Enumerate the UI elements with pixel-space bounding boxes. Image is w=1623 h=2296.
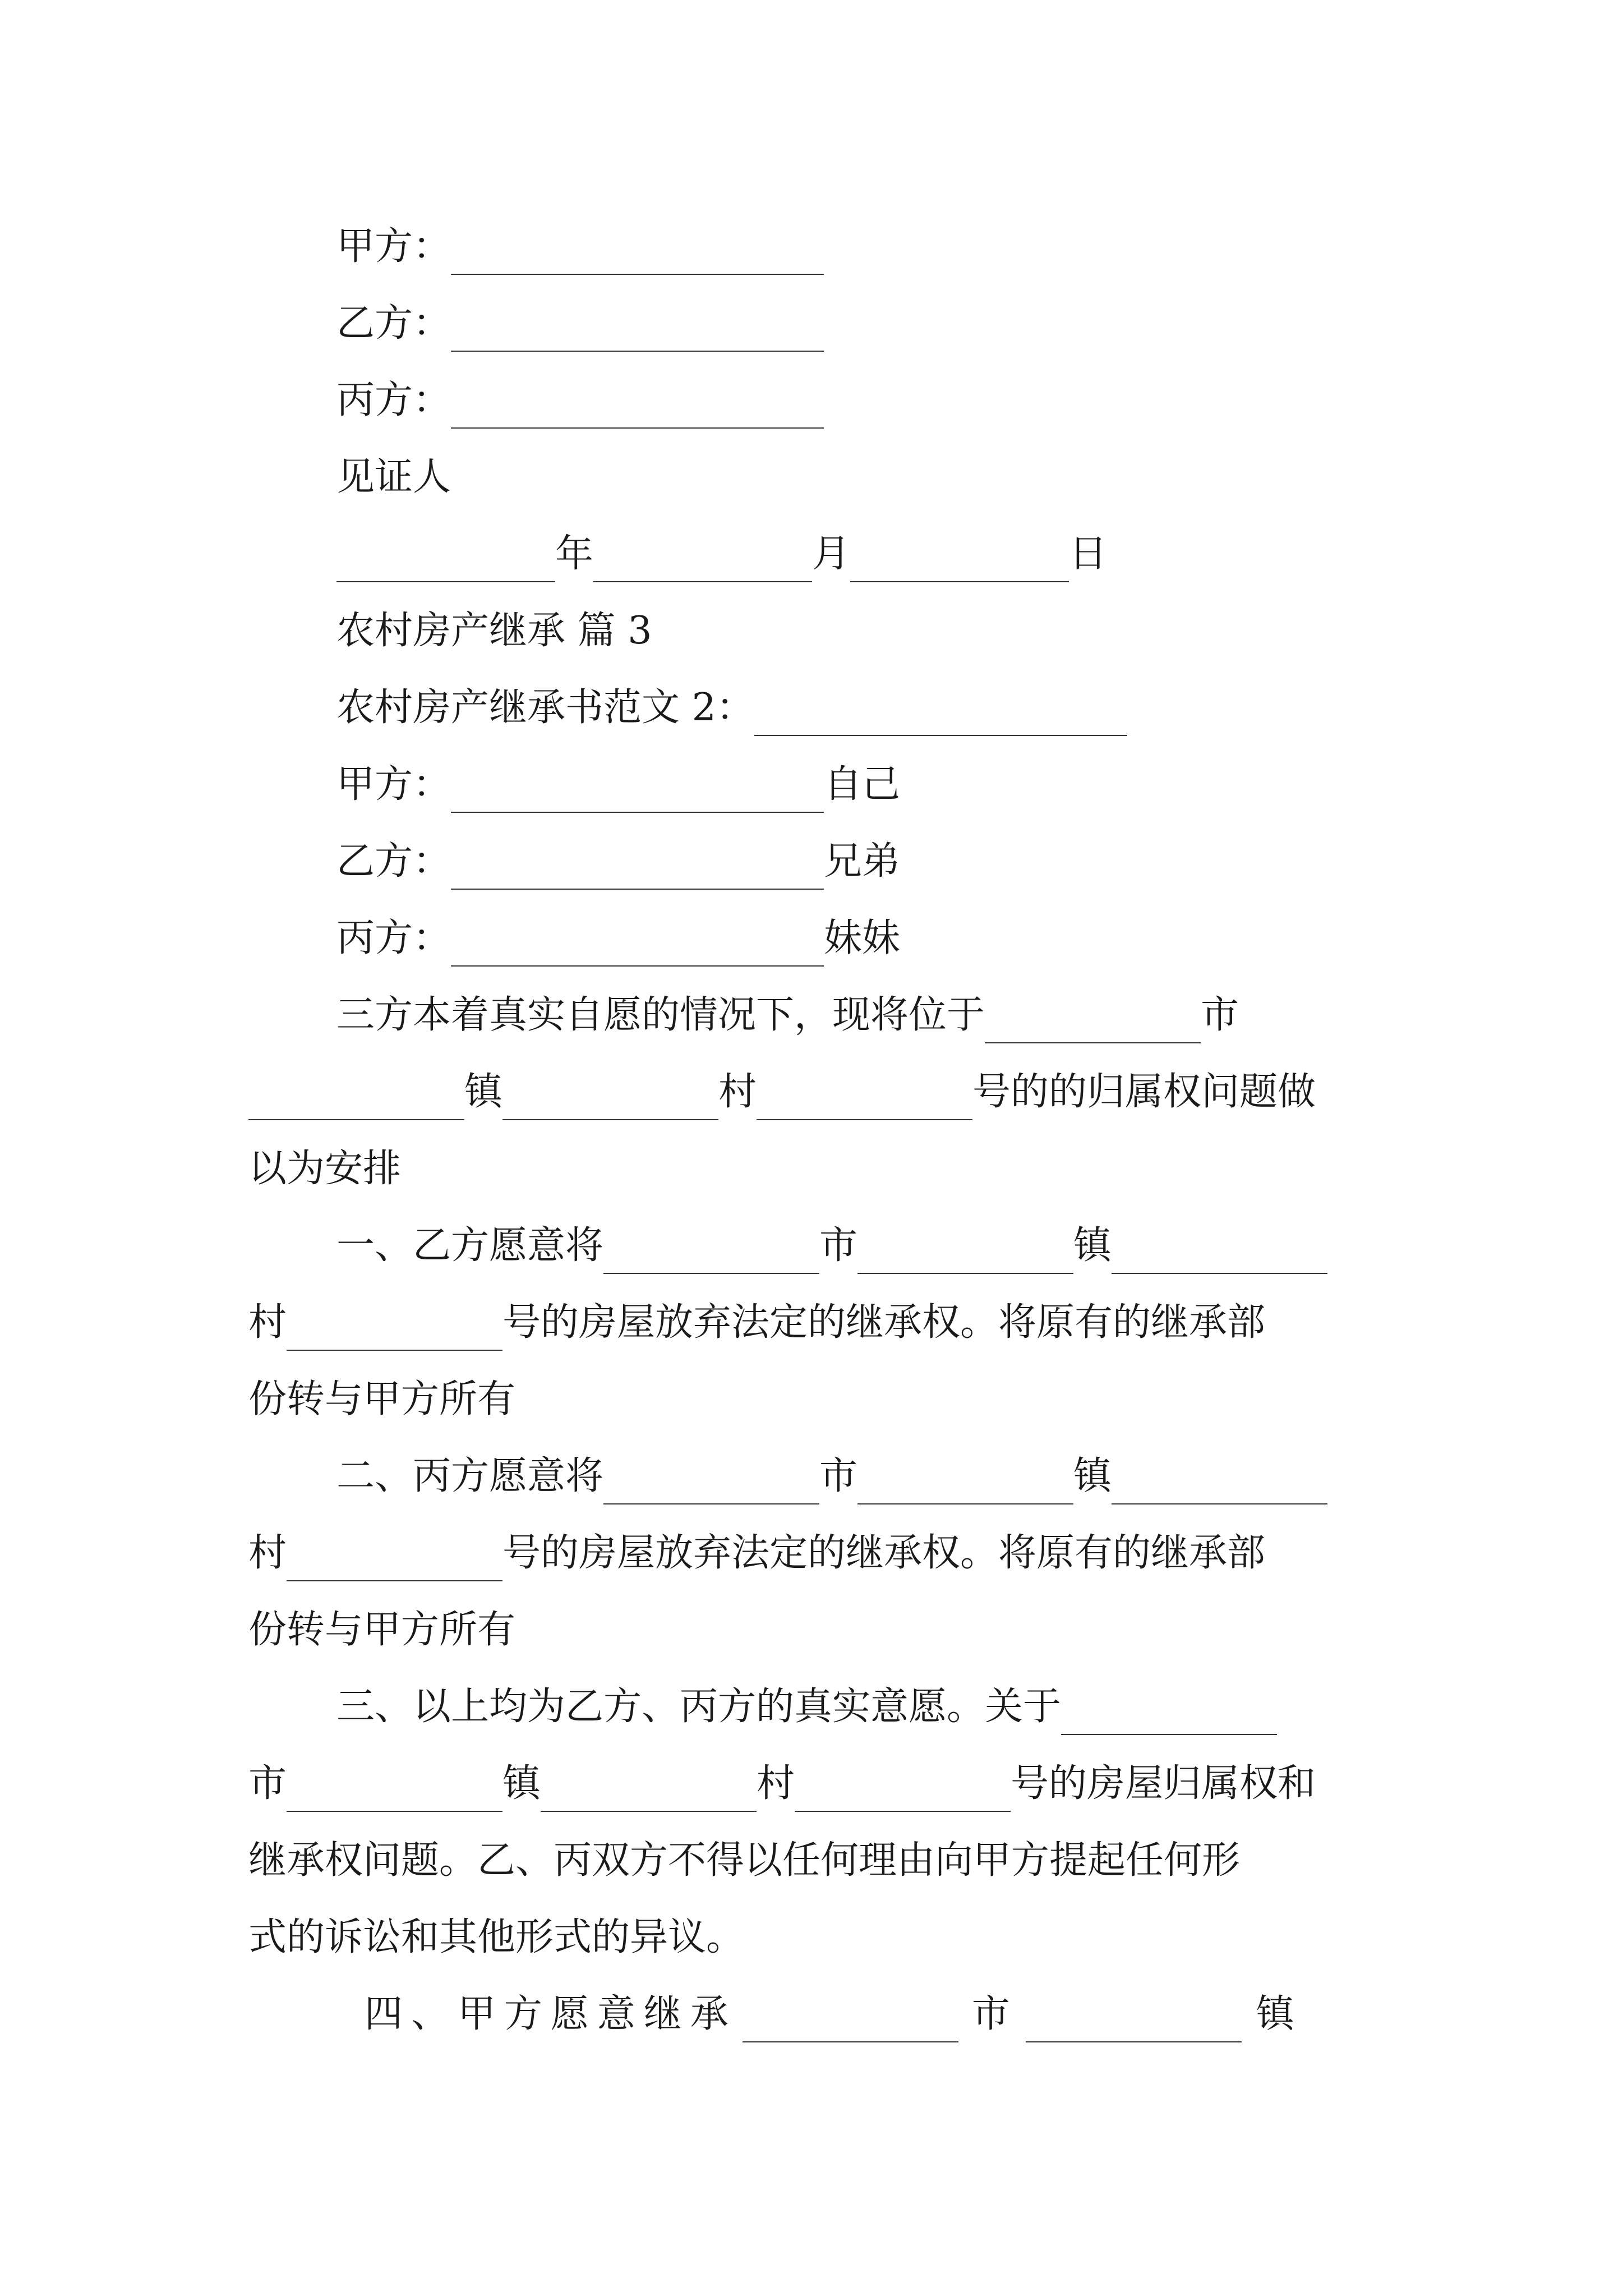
intro-town: 镇 [464, 1070, 503, 1114]
clause-4-start: 四、甲方愿意继承 [365, 1992, 737, 2036]
clause-3-line-3 [248, 1827, 1240, 1894]
witness-label: 见证人 [336, 455, 451, 499]
intro-town-blank [248, 1053, 464, 1120]
clause-3-town-blank [287, 1745, 502, 1812]
clause-3-text-4: 式的诉讼和其他形式的异议。 [248, 1915, 745, 1959]
clause-4-town: 镇 [1256, 1992, 1294, 2036]
clause-1-rest: 号的房屋放弃法定的继承权。将原有的继承部 [502, 1300, 1266, 1345]
clause-1-number-blank [287, 1283, 502, 1351]
year-blank [336, 515, 555, 582]
party-a-line [336, 213, 824, 280]
party-b-filled-label: 乙方： [336, 839, 451, 884]
intro-text-3: 以为安排 [248, 1147, 402, 1191]
intro-line-1 [336, 982, 1239, 1049]
clause-2-village-blank [1112, 1437, 1327, 1504]
intro-number-blank [757, 1053, 972, 1120]
party-c-filled-line [336, 905, 900, 972]
clause-2-town-blank [857, 1437, 1073, 1504]
party-b-line [336, 290, 824, 357]
intro-city: 市 [1201, 993, 1239, 1037]
clause-3-text-3: 继承权问题。乙、丙双方不得以任何理由向甲方提起任何形 [248, 1838, 1241, 1883]
party-b-filled-line [336, 828, 900, 895]
clause-1-line-2 [248, 1289, 1265, 1356]
day-blank [850, 515, 1069, 582]
party-a-filled-blank [451, 746, 824, 813]
sample-title-blank [754, 669, 1127, 736]
intro-text-1: 三方本着真实自愿的情况下，现将位于 [336, 993, 985, 1037]
party-a-blank [451, 208, 824, 275]
party-b-filled-blank [451, 822, 824, 890]
section-heading-text: 农村房产继承 篇 3 [336, 609, 652, 653]
sample-title-line [336, 674, 1127, 742]
clause-2-line-1 [336, 1443, 1327, 1510]
party-c-blank [451, 361, 824, 429]
clause-3-city-blank [1061, 1668, 1277, 1735]
clause-2-line-3 [248, 1596, 515, 1664]
intro-city-blank [985, 976, 1201, 1043]
clause-3-city: 市 [248, 1761, 287, 1806]
clause-1-start: 一、乙方愿意将 [336, 1223, 604, 1268]
party-a-filled-line [336, 751, 900, 818]
clause-1-line-1 [336, 1212, 1327, 1280]
party-c-label: 丙方： [336, 378, 451, 422]
clause-1-town: 镇 [1073, 1223, 1112, 1268]
party-a-filled-label: 甲方： [336, 762, 451, 807]
clause-2-line-2 [248, 1520, 1265, 1587]
party-c-value: 妹妹 [824, 916, 901, 960]
intro-text-2: 号的的归属权问题做 [972, 1070, 1316, 1114]
party-c-filled-blank [451, 899, 824, 967]
clause-2-end: 份转与甲方所有 [248, 1608, 516, 1652]
month-label: 月 [812, 532, 851, 576]
clause-1-line-3 [248, 1366, 515, 1433]
clause-2-rest: 号的房屋放弃法定的继承权。将原有的继承部 [502, 1531, 1266, 1575]
party-c-line [336, 367, 824, 434]
clause-1-village-blank [1112, 1207, 1327, 1274]
clause-2-number-blank [287, 1514, 502, 1581]
intro-line-3 [248, 1135, 401, 1203]
clause-2-start: 二、丙方愿意将 [336, 1454, 604, 1498]
clause-3-rest: 号的房屋归属权和 [1011, 1761, 1316, 1806]
clause-4-city: 市 [971, 1992, 1010, 2036]
clause-4-city-blank [743, 1975, 958, 2042]
clause-2-village: 村 [248, 1531, 287, 1575]
section-heading [336, 597, 652, 665]
clause-3-line-4 [248, 1904, 744, 1971]
date-line [336, 521, 1107, 588]
clause-1-city-blank [603, 1207, 819, 1274]
intro-line-2 [248, 1059, 1316, 1126]
party-a-label: 甲方： [336, 224, 451, 269]
clause-2-city-blank [603, 1437, 819, 1504]
clause-4-town-blank [1026, 1975, 1242, 2042]
sample-title: 农村房产继承书范文 2： [336, 685, 754, 730]
clause-3-village-blank [541, 1745, 757, 1812]
month-blank [593, 515, 812, 582]
party-b-value: 兄弟 [824, 839, 901, 884]
party-b-label: 乙方： [336, 301, 451, 346]
day-label: 日 [1069, 532, 1108, 576]
clause-3-start: 三、以上均为乙方、丙方的真实意愿。关于 [336, 1685, 1062, 1729]
clause-3-number-blank [795, 1745, 1011, 1812]
clause-3-line-2 [248, 1750, 1316, 1818]
clause-2-town: 镇 [1073, 1454, 1112, 1498]
clause-3-town: 镇 [502, 1761, 541, 1806]
clause-1-village: 村 [248, 1300, 287, 1345]
clause-1-end: 份转与甲方所有 [248, 1377, 516, 1421]
clause-3-village: 村 [757, 1761, 795, 1806]
clause-3-line-1 [336, 1673, 1277, 1741]
intro-village-blank [502, 1053, 718, 1120]
clause-1-town-blank [857, 1207, 1073, 1274]
clause-1-city: 市 [819, 1223, 858, 1268]
intro-village: 村 [718, 1070, 757, 1114]
witness-line [336, 444, 451, 511]
party-c-filled-label: 丙方： [336, 916, 451, 960]
year-label: 年 [555, 532, 594, 576]
party-b-blank [451, 284, 824, 352]
clause-4-line-1 [365, 1981, 1294, 2048]
party-a-value: 自己 [824, 762, 901, 807]
clause-2-city: 市 [819, 1454, 858, 1498]
